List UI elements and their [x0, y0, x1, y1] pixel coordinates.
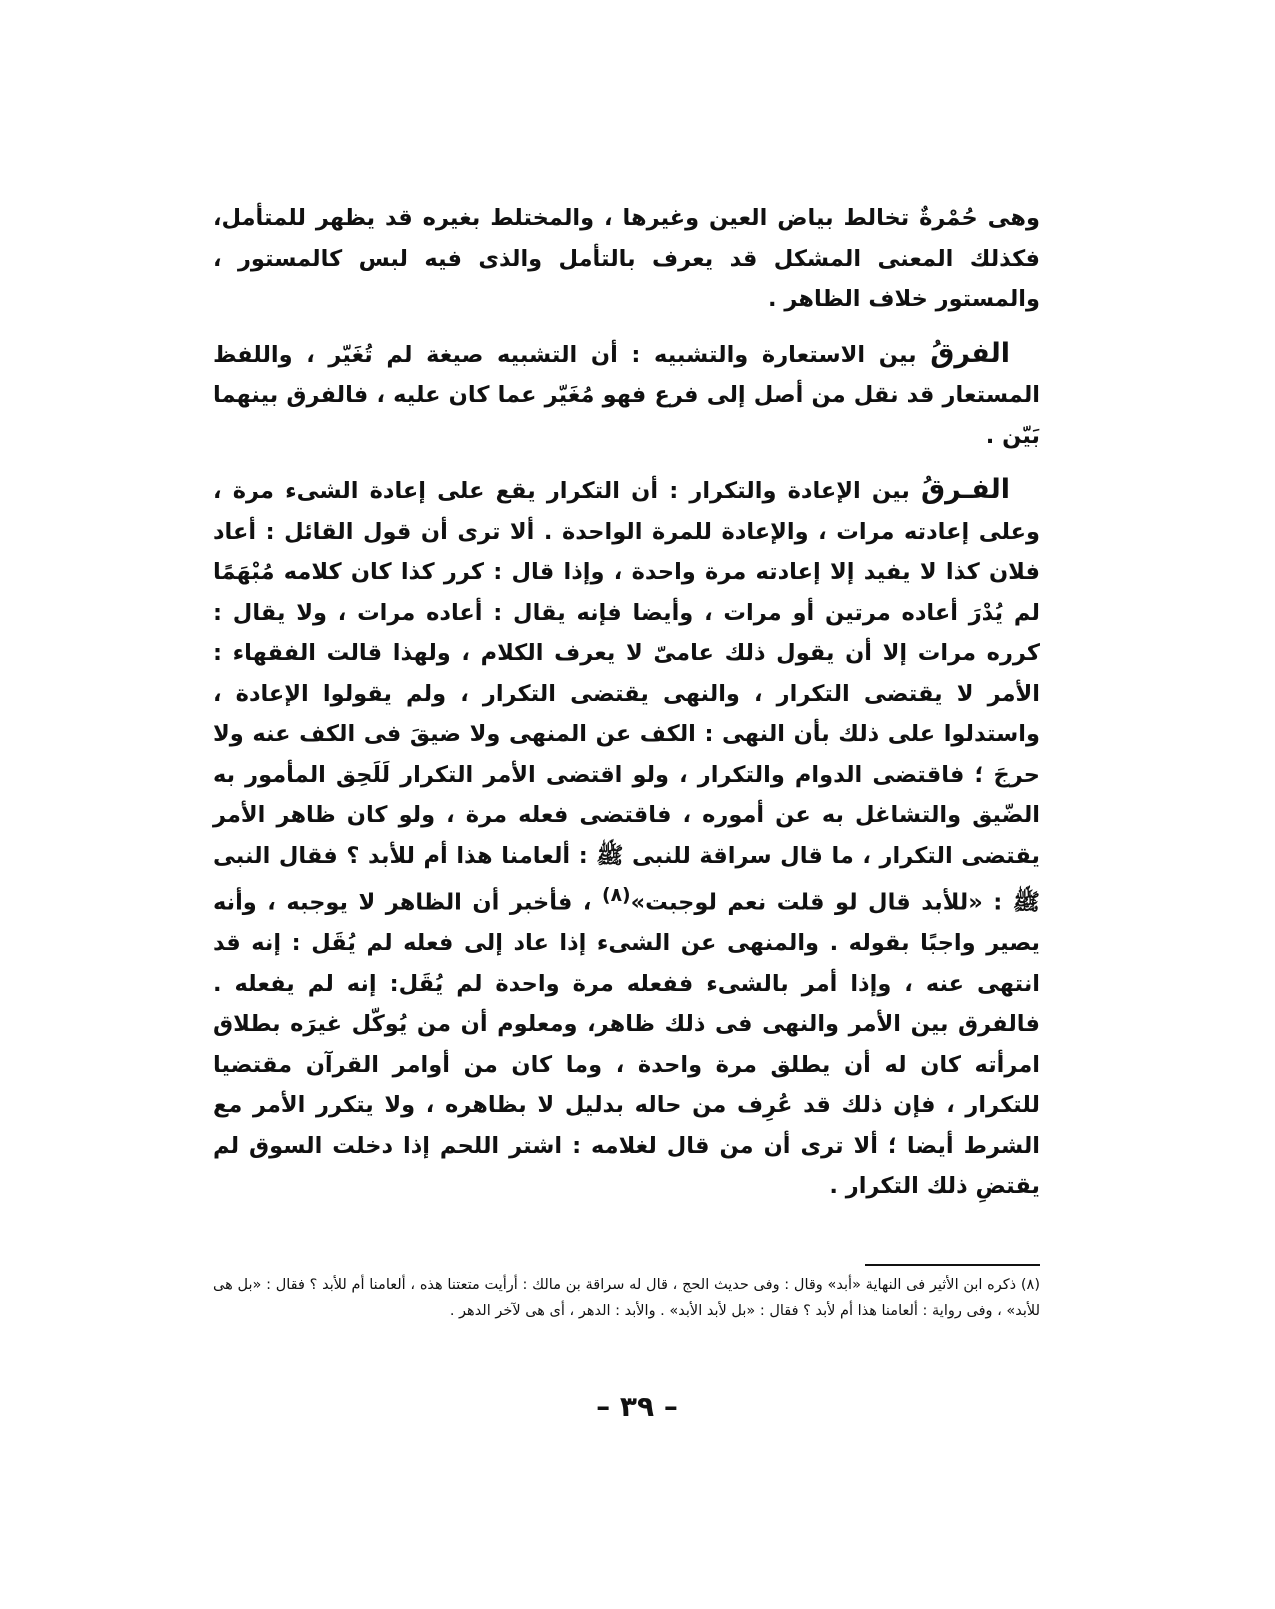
paragraph-1	[213, 198, 1040, 320]
section-heading-2: الفـرقُ	[921, 474, 1010, 505]
paragraph-3-text-continued: ، فأخبر أن الظاهر لا يوجبه ، وأنه يصير واجبًا بقوله . والمنهى عن الشىء إذا عاد إلى فعله لم يُقَل : إنه قد انتهى عنه ، وإذا أمر بالشىء ففعله مرة واحدة لم يُقَل: إنه لم يفعله . فالفرق بين الأمر والنهى فى ذلك ظاهر، ومعلوم أن من يُوكّل غيرَه بطلاق امرأته كان له أن يطلق مرة واحدة ، وما كان من أوامر القرآن مقتضيا للتكرار ، فإن ذلك قد عُرِف من حاله بدليل لا بظاهره ، ولا يتكرر الأمر مع الشرط أيضا ؛ ألا ترى أن من قال لغلامه : اشتر اللحم إذا دخلت السوق لم يقتضِ ذلك التكرار .	[213, 889, 1040, 1199]
paragraph-3-text: بين الإعادة والتكرار : أن التكرار يقع على إعادة الشىء مرة ، وعلى إعادته مرات ، والإعادة للمرة الواحدة . ألا ترى أن قول القائل : أعاد فلان كذا لا يفيد إلا إعادته مرة واحدة ، وإذا قال : كرر كذا كان كلامه مُبْهَمًا لم يُدْرَ أعاده مرتين أو مرات ، وأيضا فإنه يقال : أعاده مرات ، ولا يقال : كرره مرات إلا أن يقول ذلك عامىّ لا يعرف الكلام ، ولهذا قالت الفقهاء : الأمر لا يقتضى التكرار ، والنهى يقتضى التكرار ، ولم يقولوا الإعادة ، واستدلوا على ذلك بأن النهى : الكف عن المنهى ولا ضيقَ فى الكف عنه ولا حرجَ ؛ فاقتضى الدوام والتكرار ، ولو اقتضى الأمر التكرار لَلَحِق المأمور به الضّيق والتشاغل به عن أموره ، فاقتضى فعله مرة ، ولو كان ظاهر الأمر يقتضى التكرار ، ما قال سراقة للنبى ﷺ : ألعامنا هذا أم للأبد ؟ فقال النبى ﷺ : «للأبد قال لو قلت نعم لوجبت»	[213, 478, 1040, 916]
paragraph-2	[213, 334, 1040, 457]
footnote-divider	[865, 1264, 1040, 1266]
main-text	[213, 198, 1040, 1207]
section-heading-1: الفرقُ	[930, 337, 1010, 369]
footnote: (٨) ذكره ابن الأثير فى النهاية «أبد» وقال : وفى حديث الحج ، قال له سراقة بن مالك : أرأيت متعتنا هذه ، ألعامنا أم للأبد ؟ فقال : «بل هى للأبد» ، وفى رواية : ألعامنا هذا أم لأبد ؟ فقال : «بل لأبد الأبد» . والأبد : الدهر ، أى هى لآخر الدهر .	[213, 1277, 1040, 1319]
footnote-reference: (٨)	[601, 885, 631, 906]
paragraph-3	[213, 470, 1040, 1207]
paragraph-2-text: بين الاستعارة والتشبيه : أن التشبيه صيغة لم تُغَيّر ، واللفظ المستعار قد نقل من أصل إلى فرع فهو مُغَيّر عما كان عليه ، فالفرق بينهما بَيّن .	[213, 341, 1040, 449]
page-number: – ٣٩ –	[596, 1390, 678, 1423]
paragraph-1-text: وهى حُمْرةٌ تخالط بياض العين وغيرها ، والمختلط بغيره قد يظهر للمتأمل، فكذلك المعنى المشكل قد يعرف بالتأمل والذى فيه لبس كالمستور ، والمستور خلاف الظاهر .	[213, 205, 1040, 312]
